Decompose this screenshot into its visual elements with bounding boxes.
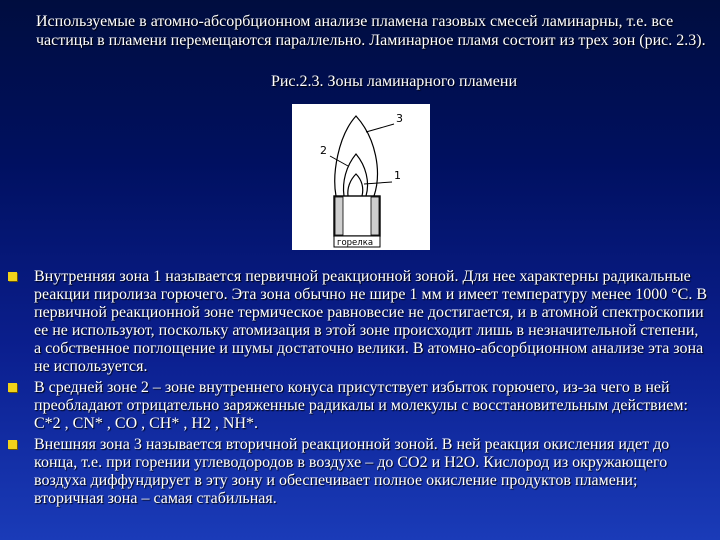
burner-wall-left [335,197,343,235]
bullet-text: Внешняя зона 3 называется вторичной реакционной зоной. В ней реакция окисления идет до конца, т.е. при горении углеводородов в воздухе – до СО2 и Н2О. Кислород из окружающего воздуха диффундирует в эту зону и обеспечивает полное окисление продуктов пламени; вторичная зона – самая стабильная. [34,436,670,507]
inner-flame-zone [348,174,363,196]
bullet-item-zone-1 [8,268,708,376]
leader-line-3 [366,124,394,132]
bullet-square-icon [8,383,17,392]
label-zone-1: 1 [394,169,401,182]
bullet-item-zone-2 [8,379,708,433]
bullet-text: Внутренняя зона 1 называется первичной реакционной зоной. Для нее характерны радикальные реакции пиролиза горючего. Эта зона обычно не шире 1 мм и имеет температуру менее 1000 °С. В первичной реакционной зоне термическое равновесие не достигается, и в атомной спектроскопии ее не используют, поскольку атомизация в этой зоне происходит лишь в незначительной степени, а собственное поглощение и шумы достаточно велики. В атомно-абсорбционном анализе эта зона не используется. [34,268,708,375]
leader-line-1 [364,182,392,184]
flame-zones-figure [292,104,430,250]
label-zone-2: 2 [320,144,327,157]
bullet-square-icon [8,272,17,281]
figure-caption: Рис.2.3. Зоны ламинарного пламени [270,73,518,90]
intro-paragraph: Используемые в атомно-абсорбционном анализе пламена газовых смесей ламинарны, т.е. все частицы в пламени перемещаются параллельно. Ламинарное пламя состоит из трех зон (рис. 2.3). [36,13,706,49]
leader-line-2 [330,156,348,166]
outer-flame-zone [335,116,378,196]
label-burner: горелка [337,238,374,248]
flame-diagram [292,104,430,250]
bullet-list [8,268,708,511]
bullet-item-zone-3 [8,436,708,508]
burner-wall-right [371,197,379,235]
label-zone-3: 3 [396,112,403,125]
bullet-square-icon [8,440,17,449]
bullet-text: В средней зоне 2 – зоне внутреннего конуса присутствует избыток горючего, из-за чего в ней преобладают отрицательно заряженные радикалы и молекулы с восстановительным действием: С*2 , CN* , СО , СН* , H2 , NH*. [34,379,688,432]
